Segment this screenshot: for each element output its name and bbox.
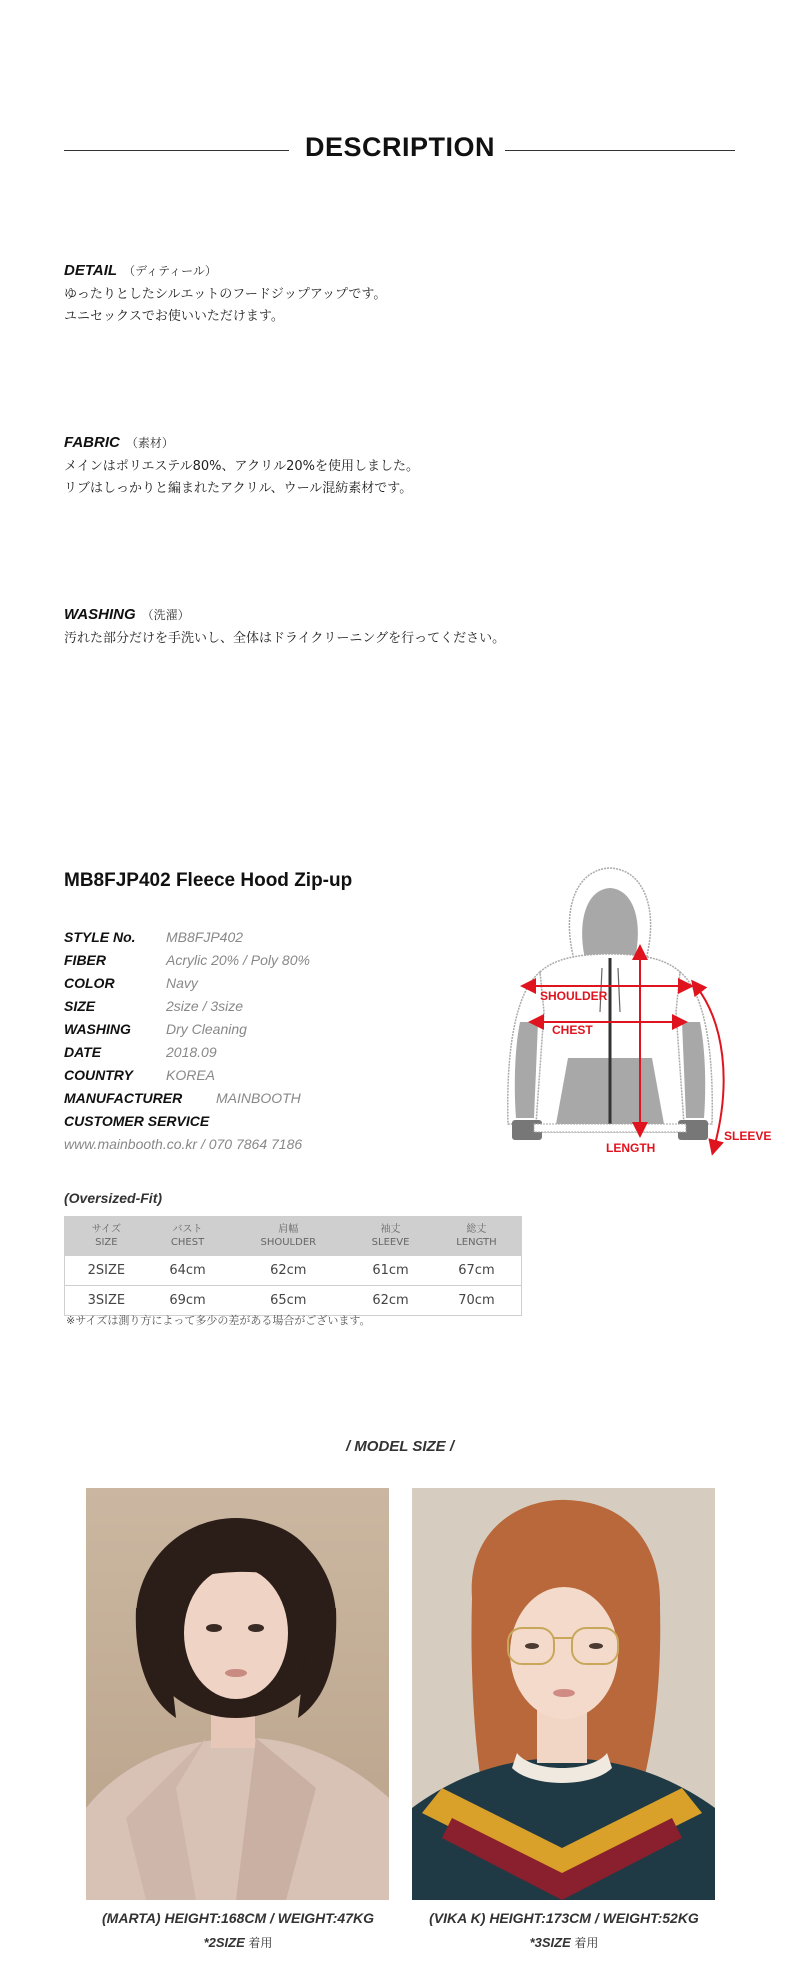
table-cell: 3SIZE: [65, 1286, 148, 1316]
spec-key: FIBER: [64, 952, 106, 968]
spec-key: CUSTOMER SERVICE: [64, 1113, 210, 1129]
sleeve-header: 袖丈 SLEEVE: [349, 1217, 432, 1256]
spec-row: [64, 926, 244, 948]
spec-value: Dry Cleaning: [166, 1021, 247, 1037]
spec-row: [64, 1110, 209, 1132]
spec-row: [64, 949, 310, 971]
table-cell: 62cm: [227, 1256, 349, 1286]
shoulder-label: SHOULDER: [540, 989, 608, 1003]
product-title: MB8FJP402 Fleece Hood Zip-up: [64, 870, 353, 891]
spec-value: 2018.09: [166, 1044, 217, 1060]
table-cell: 64cm: [148, 1256, 228, 1286]
size-table: [64, 1216, 522, 1316]
washing-line: 汚れた部分だけを手洗いし、全体はドライクリーニングを行ってください。: [64, 631, 506, 646]
size-note: ※サイズは測り方によって多少の差がある場合がございます。: [66, 1314, 371, 1327]
fit-label: (Oversized-Fit): [64, 1190, 163, 1206]
spec-key: WASHING: [64, 1021, 131, 1037]
chest-header: バスト CHEST: [148, 1217, 228, 1256]
table-cell: 65cm: [227, 1286, 349, 1316]
model-illustration: [412, 1488, 715, 1900]
detail-text: [64, 284, 744, 328]
length-label: LENGTH: [606, 1141, 656, 1155]
spec-value: Navy: [166, 975, 198, 991]
washing-label: WASHING （洗濯）: [64, 606, 190, 623]
spec-value: MB8FJP402: [166, 929, 244, 945]
model-illustration: [86, 1488, 389, 1900]
spec-row: [64, 1018, 247, 1040]
model-caption-vika: (VIKA K) HEIGHT:173CM / WEIGHT:52KG: [429, 1910, 699, 1926]
fabric-line: メインはポリエステル80%、アクリル20%を使用しました。: [64, 459, 419, 474]
table-cell: 69cm: [148, 1286, 228, 1316]
detail-line: ユニセックスでお使いいただけます。: [64, 309, 284, 324]
detail-line: ゆったりとしたシルエットのフードジップアップです。: [64, 287, 387, 302]
size-table-header: [65, 1217, 522, 1256]
table-row: [65, 1256, 522, 1286]
model-caption-marta: (MARTA) HEIGHT:168CM / WEIGHT:47KG: [102, 1910, 374, 1926]
table-cell: 62cm: [349, 1286, 432, 1316]
spec-row: [64, 1087, 301, 1109]
shoulder-header: 肩幅 SHOULDER: [227, 1217, 349, 1256]
length-header: 総丈 LENGTH: [432, 1217, 522, 1256]
table-cell: 67cm: [432, 1256, 522, 1286]
header-rule-right: [505, 150, 735, 151]
table-row: [65, 1286, 522, 1316]
spec-key: SIZE: [64, 998, 96, 1014]
detail-section: [64, 262, 744, 328]
fabric-text: [64, 456, 744, 500]
spec-value: Acrylic 20% / Poly 80%: [166, 952, 310, 968]
detail-label: DETAIL （ディティール）: [64, 262, 217, 279]
model-size-marta: *2SIZE 着用: [203, 1935, 273, 1950]
table-cell: 70cm: [432, 1286, 522, 1316]
spec-key: STYLE No.: [64, 929, 136, 945]
model-size-vika: *3SIZE 着用: [529, 1935, 599, 1950]
spec-key: DATE: [64, 1044, 102, 1060]
washing-sub: （洗濯）: [141, 608, 190, 622]
model-size-title: / MODEL SIZE /: [345, 1438, 455, 1455]
spec-row: [64, 1064, 216, 1086]
hoodie-measurement-diagram: [500, 862, 790, 1172]
size-header: サイズ SIZE: [65, 1217, 148, 1256]
washing-text: [64, 628, 744, 650]
spec-key: COUNTRY: [64, 1067, 133, 1083]
spec-row: [64, 995, 244, 1017]
spec-row: [64, 1041, 217, 1063]
table-cell: 2SIZE: [65, 1256, 148, 1286]
spec-key: COLOR: [64, 975, 115, 991]
fabric-sub: （素材）: [125, 436, 174, 450]
page-title: DESCRIPTION: [304, 132, 496, 162]
fabric-section: [64, 434, 744, 500]
model-photo-marta: [86, 1488, 389, 1900]
spec-row: [64, 972, 198, 994]
washing-section: [64, 606, 744, 650]
fabric-line: リブはしっかりと編まれたアクリル、ウール混紡素材です。: [64, 481, 413, 496]
model-photo-vika: [412, 1488, 715, 1900]
chest-label: CHEST: [552, 1023, 593, 1037]
spec-value: KOREA: [166, 1067, 216, 1083]
spec-value: 2size / 3size: [166, 998, 244, 1014]
sleeve-label: SLEEVE: [724, 1129, 772, 1143]
spec-value: MAINBOOTH: [216, 1090, 301, 1106]
detail-sub: （ディティール）: [123, 264, 217, 278]
spec-key: MANUFACTURER: [64, 1090, 183, 1106]
contact-info: www.mainbooth.co.kr / 070 7864 7186: [64, 1136, 303, 1152]
fabric-label: FABRIC （素材）: [64, 434, 174, 451]
table-cell: 61cm: [349, 1256, 432, 1286]
